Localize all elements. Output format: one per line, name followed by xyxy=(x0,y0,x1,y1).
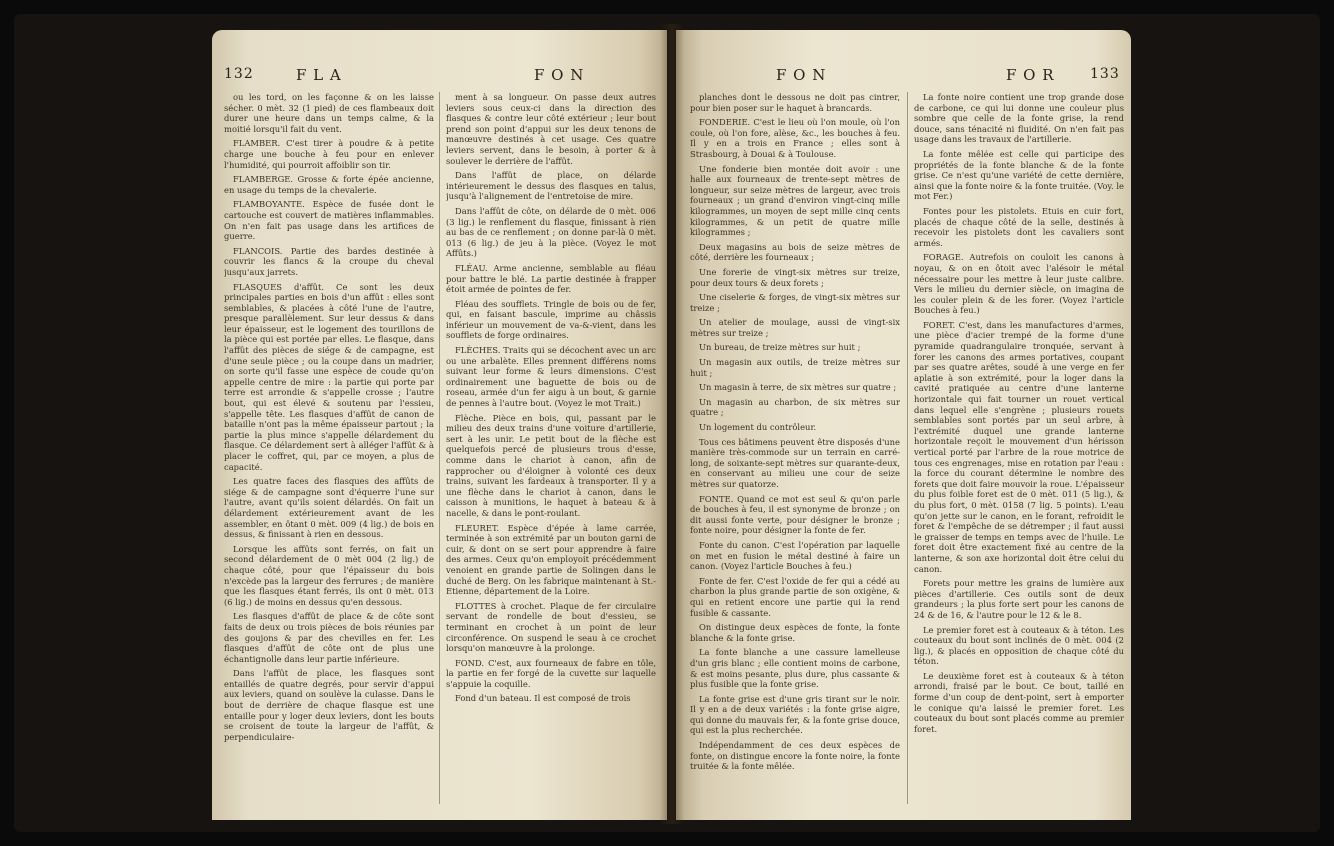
paragraph: Lorsque les affûts sont ferrés, on fait un second délardement de 0 mèt 004 (2 lig.) de chaque côté, pour que l'épaisseur du bois n'excède pas la largeur des ferrures ; de manière que les flasques étant ferrés, ils ont 0 mèt. 013 (6 lig.) de moins en dessus qu'en dessous. xyxy=(224,543,434,607)
paragraph: On distingue deux espèces de fonte, la fonte blanche & la fonte grise. xyxy=(690,622,900,643)
paragraph: ou les tord, on les façonne & on les laisse sécher. 0 mèt. 32 (1 pied) de ces flambeaux doit durer une heure dans un temps calme, & la moitié lorsqu'il fait du vent. xyxy=(224,92,434,134)
paragraph: FONTE. Quand ce mot est seul & qu'on parle de bouches à feu, il est synonyme de bronze ; on dit aussi fonte verte, pour désigner le bronze ; fonte noire, pour désigner la fonte de fer. xyxy=(690,493,900,536)
right-running-head-a: F O N xyxy=(776,66,827,84)
paragraph: FONDERIE. C'est le lieu où l'on moule, où l'on coule, où l'on fore, alèse, &c., les bouches à feu. Il y en a trois en France ; elles sont à Strasbourg, à Douai & à Toulouse. xyxy=(690,117,900,159)
paragraph: FLÉAU. Arme ancienne, semblable au fléau pour battre le blé. La partie destinée à frapper étoit armée de pointes de fer. xyxy=(446,262,656,295)
paragraph: FLAMBOYANTE. Espèce de fusée dont le cartouche est couvert de matières inflammables. On n'en fait pas usage dans les artifices de guerre. xyxy=(224,199,434,242)
paragraph: FLAMBERGE. Grosse & forte épée ancienne, en usage du temps de la chevalerie. xyxy=(224,174,434,195)
left-column-2 xyxy=(446,92,656,812)
paragraph: Dans l'affût de place, les flasques sont entaillés de quatre degrés, pour servir d'appui aux leviers, quand on soulève la culasse. Dans le bout de derrière de chaque flasque est une entaille pour y loger deux leviers, dont les bouts se croisent de toute la largeur de l'affût, & perpendiculaire- xyxy=(224,668,434,742)
column-divider xyxy=(439,92,440,804)
right-page xyxy=(676,30,1131,820)
paragraph: Le deuxième foret est à couteaux & à téton arrondi, fraisé par le bout. Ce bout, taillé en forme d'un coup de dent-point, sert à emporter le conique qu'a laissé le premier foret. Les couteaux du bout sont placés comme au premier foret. xyxy=(914,670,1124,734)
paragraph: FLOTTES à crochet. Plaque de fer circulaire servant de rondelle de bout d'essieu, se terminant en crochet à un point de leur circonférence. On suspend le seau à ce crochet lorsqu'on manœuvre à la prolonge. xyxy=(446,600,656,654)
left-running-head-b: F O N xyxy=(534,66,585,84)
column-divider xyxy=(907,92,908,804)
paragraph: Les flasques d'affût de place & de côte sont faits de deux ou trois pièces de bois réunies par des goujons & par des chevilles en fer. Les flasques d'affût de côte ont de plus une échantignolle dans leur partie inférieure. xyxy=(224,611,434,664)
paragraph: Tous ces bâtimens peuvent être disposés d'une manière très-commode sur un terrain en carré-long, de soixante-sept mètres sur quarante-deux, en conservant au milieu une cour de seize mètres sur quatorze. xyxy=(690,436,900,489)
paragraph: FORET. C'est, dans les manufactures d'armes, une pièce d'acier trempé de la forme d'une pyramide quadrangulaire tronquée, servant à forer les canons des armes portatives, coupant par ses quatre arêtes, soudé à une verge en fer aplatie à son extrémité, pour la loger dans la cavité pratiquée au centre d'une lanterne horizontale qui fait tourner un rouet vertical dans lequel elle s'engrène ; plusieurs rouets semblables sont portés par un seul arbre, à l'extrémité duquel une grande lanterne horizontale reçoit le mouvement d'un hérisson vertical porté par l'arbre de la roue motrice de tous ces engrenages, mise en rotation par l'eau : la force du courant détermine le nombre des forets que doit faire mouvoir la roue. L'épaisseur du plus foible foret est de 0 mèt. 011 (5 lig.), & du plus fort, 0 mèt. 0158 (7 lig. 5 points). L'eau qu'on jette sur le canon, en le forant, refroidit le foret & l'empêche de se détremper ; il faut aussi le graisser de temps en temps avec de l'huile. Le foret doit être exactement fixé au centre de la lanterne, & son axe horizontal doit être celui du canon. xyxy=(914,319,1124,574)
left-page-number: 132 xyxy=(224,66,254,82)
left-running-head-a: F L A xyxy=(296,66,342,84)
paragraph: FLAMBER. C'est tirer à poudre & à petite charge une bouche à feu pour en enlever l'humidité, qui pourroit affoiblir son tir. xyxy=(224,138,434,170)
paragraph: Un atelier de moulage, aussi de vingt-six mètres sur treize ; xyxy=(690,317,900,338)
left-column-1 xyxy=(224,92,434,812)
paragraph: Fléau des soufflets. Tringle de bois ou de fer, qui, en faisant bascule, imprime au châssis inférieur un mouvement de va-&-vient, dans les soufflets de forge ordinaires. xyxy=(446,298,656,341)
paragraph: FOND. C'est, aux fourneaux de fabre en tôle, la partie en fer forgé de la cuvette sur laquelle s'appuie la coquille. xyxy=(446,657,656,689)
paragraph: Dans l'affût de côte, on délarde de 0 mèt. 006 (3 lig.) le renflement du flasque, finissant à rien au bas de ce renflement ; on donne par-là 0 mèt. 013 (6 lig.) de jeu à la pièce. (Voyez le mot Affûts.) xyxy=(446,205,656,259)
paragraph: La fonte mêlée est celle qui participe des propriétés de la fonte blanche & de la fonte grise. Ce n'est qu'une variété de cette dernière, ainsi que la fonte noire & la fonte truitée. (Voy. le mot Fer.) xyxy=(914,148,1124,202)
paragraph: Un logement du contrôleur. xyxy=(699,422,817,433)
paragraph: Une fonderie bien montée doit avoir : une halle aux fourneaux de trente-sept mètres de longueur, sur seize mètres de largeur, avec trois fourneaux ; un grand d'environ vingt-cinq mille kilogrammes, un moyen de sept mille cinq cents kilogrammes, & un petit de quatre mille kilogrammes ; xyxy=(690,163,900,238)
paragraph: FORAGE. Autrefois on couloit les canons à noyau, & on en ôtoit avec l'alésoir le métal nécessaire pour les mettre à leur juste calibre. Vers le milieu du dernier siècle, on imagina de les couler plein & de les forer. (Voyez l'article Bouches à feu.) xyxy=(914,252,1124,316)
paragraph: Une ciselerie & forges, de vingt-six mètres sur treize ; xyxy=(690,292,900,313)
paragraph: Une forerie de vingt-six mètres sur treize, pour deux tours & deux forets ; xyxy=(690,266,900,288)
book-gutter xyxy=(660,24,684,824)
right-page-number: 133 xyxy=(1090,66,1120,82)
paragraph: Deux magasins au bois de seize mètres de côté, derrière les fourneaux ; xyxy=(690,241,900,263)
paragraph: Dans l'affût de place, on délarde intérieurement le dessus des flasques en talus, jusqu'à l'alignement de l'entretoise de mire. xyxy=(446,170,656,202)
paragraph: Flèche. Pièce en bois, qui, passant par le milieu des deux trains d'une voiture d'artillerie, sert à les unir. Le petit bout de la flèche est quelquefois percé de plusieurs trous d'esse, comme dans le chariot à canon, afin de rapprocher ou d'éloigner à volonté ces deux trains, suivant les fardeaux à transporter. Il y a une flèche dans le chariot à canon, dans le caisson à munitions, le haquet à bateau & à nacelle, & dans le pont-roulant. xyxy=(446,412,656,518)
left-page xyxy=(212,30,667,820)
paragraph: Fonte de fer. C'est l'oxide de fer qui a cédé au charbon la plus grande partie de son oxigène, & qui en retient encore une partie qui la rend fusible & cassante. xyxy=(690,575,900,618)
right-column-1 xyxy=(690,92,900,812)
paragraph: FLEURET. Espèce d'épée à lame carrée, terminée à son extrémité par un bouton garni de cuir, & dont on se sert pour apprendre à faire des armes. Ceux qu'on employoit précédemment venoient en grande partie de Solingen dans le duché de Berg. On les fabrique maintenant à St.-Etienne, département de la Loire. xyxy=(446,522,656,597)
paragraph: FLANCOIS. Partie des bardes destinée à couvrir les flancs & la croupe du cheval jusqu'aux jarrets. xyxy=(224,245,434,277)
paragraph: Les quatre faces des flasques des affûts de siége & de campagne sont d'équerre l'une sur l'autre, avant qu'ils soient délardés. On fait un délardement extérieurement avant de les assembler, en ôtant 0 mèt. 009 (4 lig.) de bois en dessus, & finissant à rien en dessous. xyxy=(224,476,434,540)
paragraph: Forets pour mettre les grains de lumière aux pièces d'artillerie. Ces outils sont de deux grandeurs ; la plus forte sert pour les canons de 24 & de 16, & l'autre pour le 12 & le 8. xyxy=(914,578,1124,620)
paragraph: Un magasin à terre, de six mètres sur quatre ; xyxy=(699,382,897,393)
paragraph: Fontes pour les pistolets. Etuis en cuir fort, placés de chaque côté de la selle, destinés à recevoir les pistolets dont les cavaliers sont armés. xyxy=(914,205,1124,248)
paragraph: Un magasin aux outils, de treize mètres sur huit ; xyxy=(690,357,900,378)
paragraph: Un magasin au charbon, de six mètres sur quatre ; xyxy=(690,396,900,418)
paragraph: Indépendamment de ces deux espèces de fonte, on distingue encore la fonte noire, la fonte truitée & la fonte mêlée. xyxy=(690,740,900,772)
paragraph: FLASQUES d'affût. Ce sont les deux principales parties en bois d'un affût : elles sont semblables, & placées à côté l'une de l'autre, presque parallèlement. Sur leur dessus & dans leur épaisseur, est le logement des tourillons de la pièce qui est portée par elles. Le flasque, dans l'affût des pièces de siége & de campagne, est d'une seule pièce ; ou la coupe dans un madrier, on sorte qu'il fasse une espèce de coude qu'on appelle centre de mire : la partie qui porte par terre est arrondie & s'appelle crosse ; l'autre bout, qui est élevé & soutenu par l'essieu, s'appelle tête. Les flasques d'affût de canon de bataille n'ont pas la même épaisseur partout ; la partie la plus mince s'appelle délardement du flasque. Ce délardement sert à alléger l'affût & à placer le coffret, qui, par ce moyen, a plus de capacité. xyxy=(224,281,434,472)
paragraph: planches dont le dessous ne doit pas cintrer, pour bien poser sur le haquet à brancards. xyxy=(690,92,900,113)
right-running-head-b: F O R xyxy=(1006,66,1055,84)
paragraph: FLÈCHES. Traits qui se décochent avec un arc ou une arbalète. Elles prennent différens noms suivant leur forme & leurs dimensions. C'est ordinairement une baguette de bois ou de roseau, armée d'un fer aigu à un bout, & garnie de pennes à l'autre bout. (Voyez le mot Trait.) xyxy=(446,345,656,409)
paragraph: Un bureau, de treize mètres sur huit ; xyxy=(699,342,861,353)
right-column-2 xyxy=(914,92,1124,812)
paragraph: ment à sa longueur. On passe deux autres leviers sous ceux-ci dans la direction des flasques & contre leur côté extérieur ; leur bout prend son point d'appui sur les deux tenons de manœuvre destinés à cet usage. Ces quatre leviers servent, dans le besoin, à porter & à soulever le derrière de l'affût. xyxy=(446,92,656,166)
paragraph: Fonte du canon. C'est l'opération par laquelle on met en fusion le métal destiné à faire un canon. (Voyez l'article Bouches à feu.) xyxy=(690,539,900,572)
paragraph: Fond d'un bateau. Il est composé de trois xyxy=(455,693,631,704)
paragraph: Le premier foret est à couteaux & à téton. Les couteaux du bout sont inclinés de 0 mèt. 004 (2 lig.), & placés en opposition de chaque côté du téton. xyxy=(914,624,1124,667)
paragraph: La fonte blanche a une cassure lamelleuse d'un gris blanc ; elle contient moins de carbone, & est moins pesante, plus dure, plus cassante & plus fusible que la fonte grise. xyxy=(690,647,900,690)
paragraph: La fonte noire contient une trop grande dose de carbone, ce qui lui donne une couleur plus sombre que celle de la fonte grise, la rend douce, sans ténacité ni fluidité. On n'en fait pas usage dans les travaux de l'artillerie. xyxy=(914,92,1124,145)
paragraph: La fonte grise est d'une gris tirant sur le noir. Il y en a de deux variétés : la fonte grise aigre, qui donne du mauvais fer, & la fonte grise douce, qui est la plus recherchée. xyxy=(690,693,900,736)
